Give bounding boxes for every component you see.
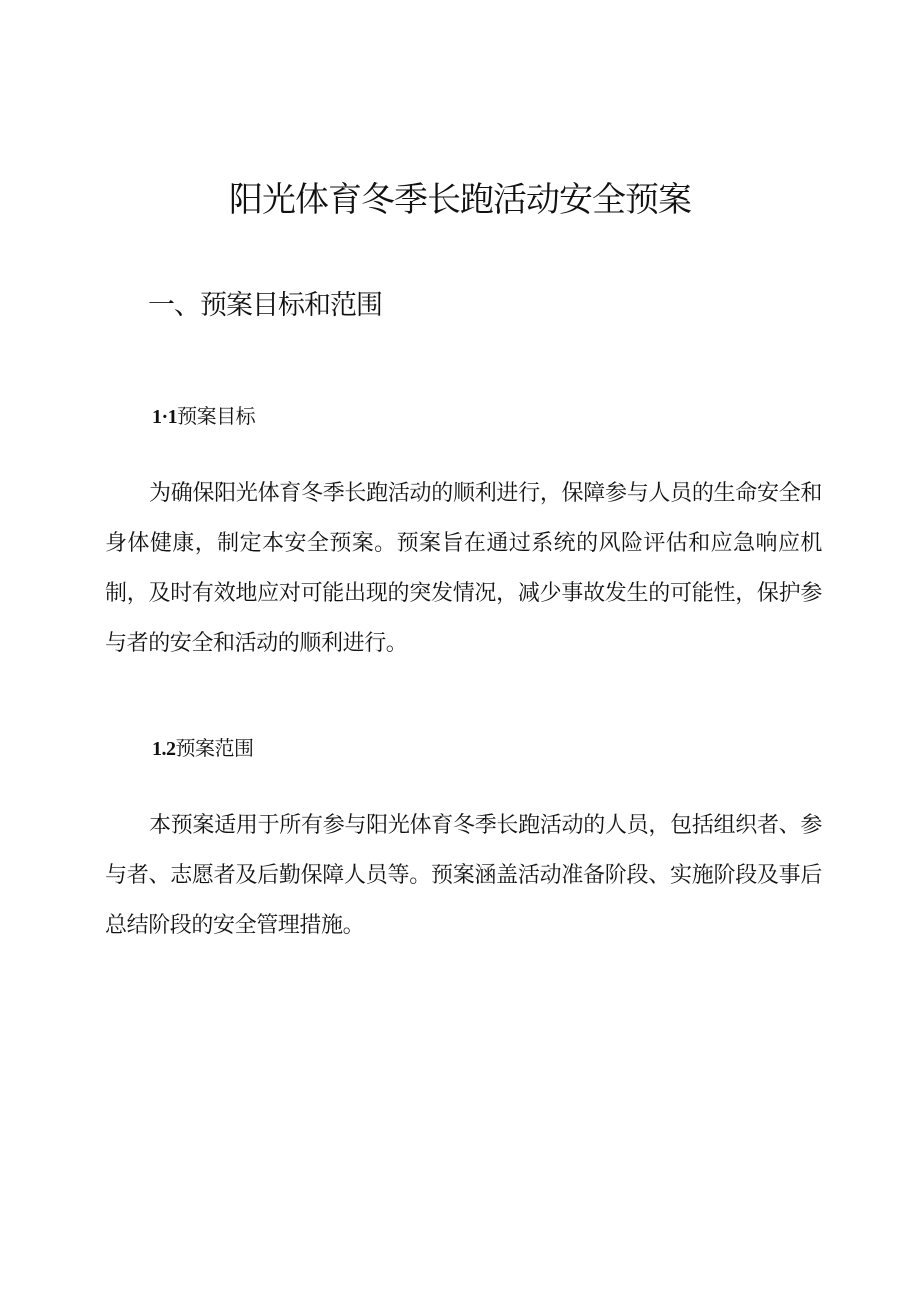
subsection-title-1-1: 预案目标 [177,404,256,428]
subsection-heading-1-1 [152,401,255,432]
paragraph-objective: 为确保阳光体育冬季长跑活动的顺利进行，保障参与人员的生命安全和身体健康，制定本安全预案。预案旨在通过系统的风险评估和应急响应机制，及时有效地应对可能出现的突发情况，减少事故发生的可能性，保护参与者的安全和活动的顺利进行。 [105,481,822,656]
subsection-heading-1-2 [152,733,254,764]
document-title: 阳光体育冬季长跑活动安全预案 [229,180,691,220]
subsection-number-1-2: 1.2 [152,738,176,760]
subsection-number-1-1: 1·1 [152,406,178,428]
subsection-title-1-2: 预案范围 [175,736,254,760]
paragraph-scope: 本预案适用于所有参与阳光体育冬季长跑活动的人员，包括组织者、参与者、志愿者及后勤保障人员等。预案涵盖活动准备阶段、实施阶段及事后总结阶段的安全管理措施。 [105,813,822,938]
section-heading-1: 一、预案目标和范围 [148,290,382,321]
